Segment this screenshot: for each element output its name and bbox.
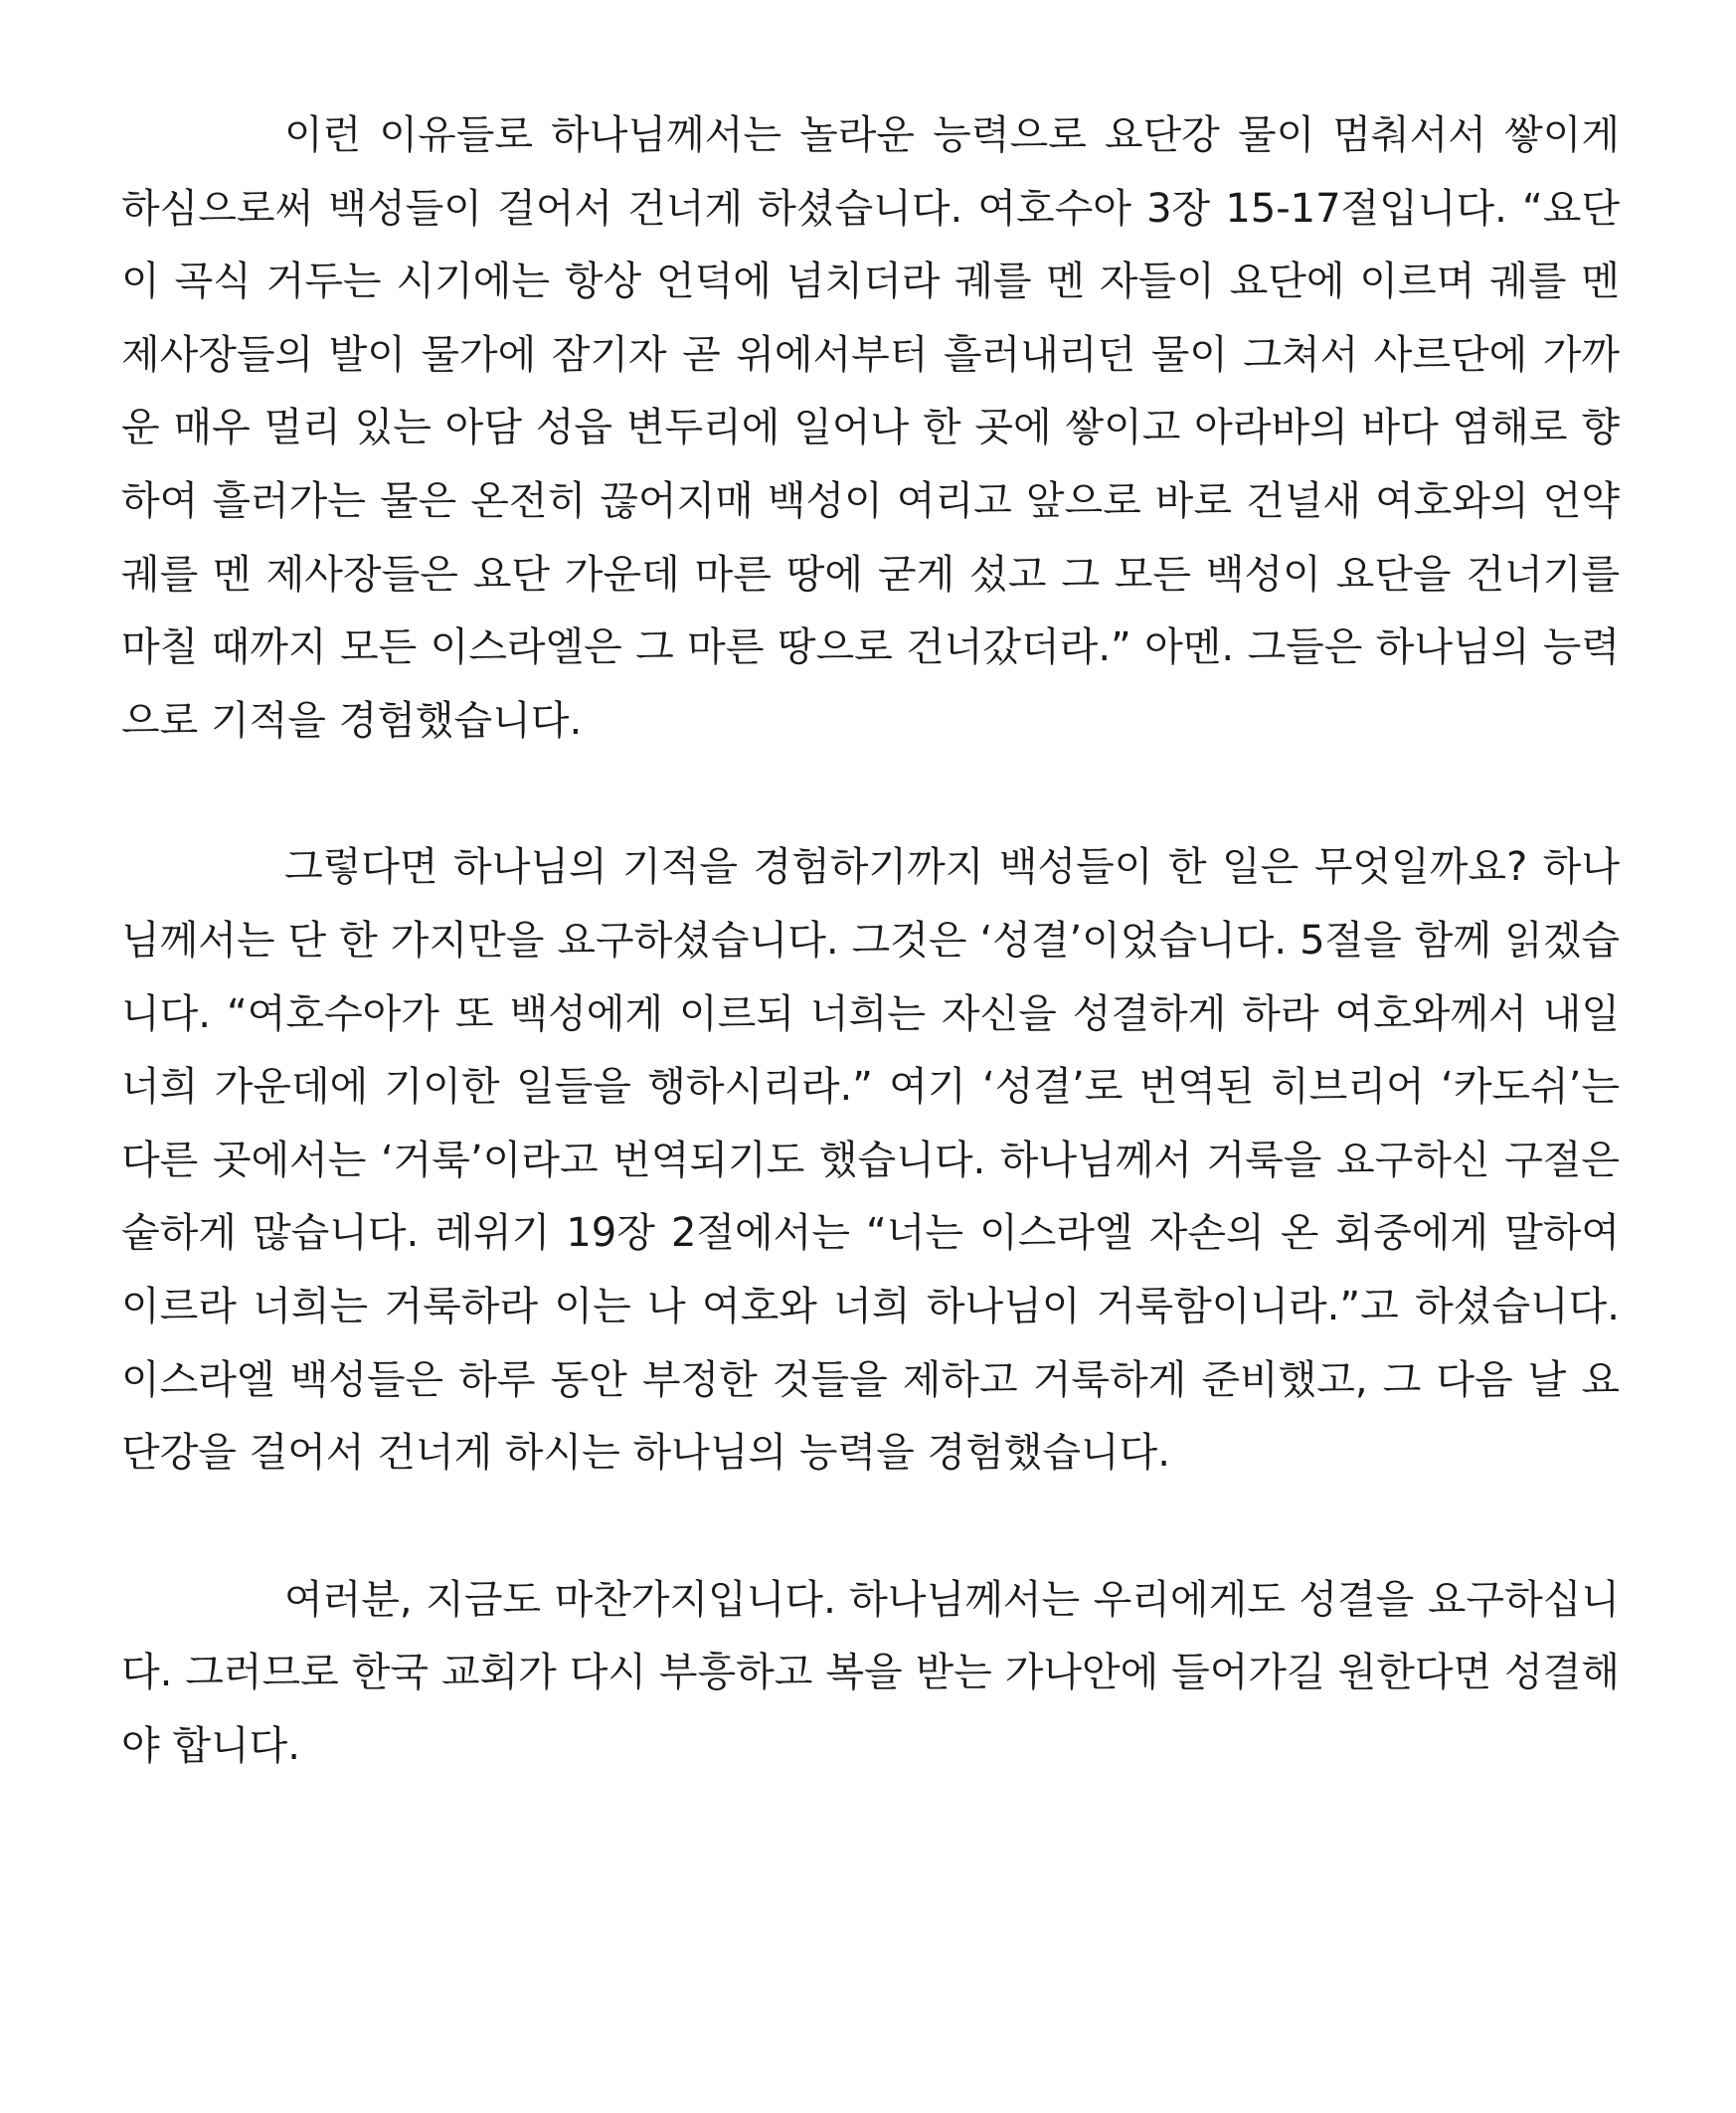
- paragraph-1: 이런 이유들로 하나님께서는 놀라운 능력으로 요단강 물이 멈춰서서 쌓이게 하심으로써 백성들이 걸어서 건너게 하셨습니다. 여호수아 3장 15-17절입니다. “요단이 곡식 거두는 시기에는 항상 언덕에 넘치더라 궤를 멘 자들이 요단에 이르며 궤를 멘 제사장들의 발이 물가에 잠기자 곧 위에서부터 흘러내리던 물이 그쳐서 사르단에 가까운 매우 멀리 있는 아담 성읍 변두리에 일어나 한 곳에 쌓이고 아라바의 바다 염해로 향하여 흘러가는 물은 온전히 끊어지매 백성이 여리고 앞으로 바로 건널새 여호와의 언약궤를 멘 제사장들은 요단 가운데 마른 땅에 굳게 섰고 그 모든 백성이 요단을 건너기를 마칠 때까지 모든 이스라엘은 그 마른 땅으로 건너갔더라.” 아멘. 그들은 하나님의 능력으로 기적을 경험했습니다.: [121, 112, 1620, 744]
- paragraph-2: 그렇다면 하나님의 기적을 경험하기까지 백성들이 한 일은 무엇일까요? 하나님께서는 단 한 가지만을 요구하셨습니다. 그것은 ‘성결’이었습니다. 5절을 함께 읽겠습니다. “여호수아가 또 백성에게 이르되 너희는 자신을 성결하게 하라 여호와께서 내일 너희 가운데에 기이한 일들을 행하시리라.” 여기 ‘성결’로 번역된 히브리어 ‘카도쉬’는 다른 곳에서는 ‘거룩’이라고 번역되기도 했습니다. 하나님께서 거룩을 요구하신 구절은 숱하게 많습니다. 레위기 19장 2절에서는 “너는 이스라엘 자손의 온 회중에게 말하여 이르라 너희는 거룩하라 이는 나 여호와 너희 하나님이 거룩함이니라.”고 하셨습니다. 이스라엘 백성들은 하루 동안 부정한 것들을 제하고 거룩하게 준비했고, 그 다음 날 요단강을 걸어서 건너게 하시는 하나님의 능력을 경험했습니다.: [121, 844, 1620, 1477]
- paragraph-3: 여러분, 지금도 마찬가지입니다. 하나님께서는 우리에게도 성결을 요구하십니다. 그러므로 한국 교회가 다시 부흥하고 복을 받는 가나안에 들어가길 원한다면 성결해야 합니다.: [121, 1576, 1620, 1769]
